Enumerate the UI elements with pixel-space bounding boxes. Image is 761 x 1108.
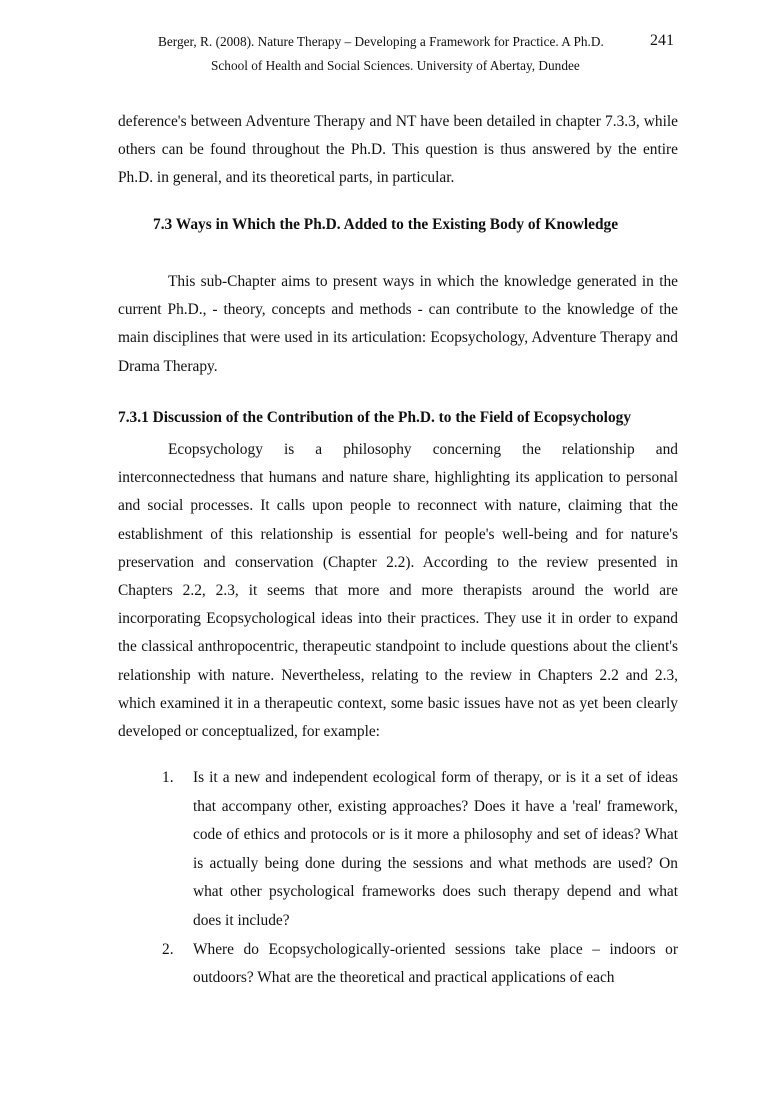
header-institution: School of Health and Social Sciences. University of Abertay, Dundee bbox=[211, 58, 580, 73]
list-item-number: 1. bbox=[162, 769, 174, 786]
list-item bbox=[162, 936, 678, 993]
questions-list bbox=[162, 764, 678, 993]
section-paragraph: This sub-Chapter aims to present ways in which the knowledge generated in the current Ph.D., - theory, concepts and methods - can contribute to the knowledge of the main disciplines that were used in its articulation: Ecopsychology, Adventure Therapy and Drama Therapy. bbox=[118, 273, 678, 375]
section-heading: 7.3 Ways in Which the Ph.D. Added to the Existing Body of Knowledge bbox=[153, 216, 619, 233]
list-item-number: 2. bbox=[162, 940, 174, 958]
ecopsychology-paragraph: Ecopsychology is a philosophy concerning the relationship and interconnectedness that humans and nature share, highlighting its application to personal and social processes. It calls upon people to reconnect with nature, claiming that the establishment of this relationship is essential for people's well-being and for nature's preservation and conservation (Chapter 2.2). According to the review presented in Chapters 2.2, 2.3, it seems that more and more therapists around the world are incorporating Ecopsychological ideas into their practices. They use it in order to expand the classical anthropocentric, therapeutic standpoint to include questions about the client's relationship with nature. Nevertheless, relating to the review in Chapters 2.2 and 2.3, which examined it in a therapeutic context, some basic issues have not as yet been clearly developed or conceptualized, for example: bbox=[118, 441, 678, 741]
subsection-heading: 7.3.1 Discussion of the Contribution of the Ph.D. to the Field of Ecopsychology bbox=[118, 409, 632, 426]
header-citation: Berger, R. (2008). Nature Therapy – Developing a Framework for Practice. A Ph.D. bbox=[158, 34, 604, 49]
page-number: 241 bbox=[650, 32, 674, 49]
list-item-text: Where do Ecopsychologically-oriented sessions take place – indoors or outdoors? What are the theoretical and practical applications of each bbox=[193, 940, 678, 987]
list-item-text: Is it a new and independent ecological form of therapy, or is it a set of ideas that accompany other, existing approaches? Does it have a 'real' framework, code of ethics and protocols or is it more a philosophy and set of ideas? What is actually being done during the sessions and what methods are used? On what other psychological frameworks does such therapy depend and what does it include? bbox=[193, 769, 678, 929]
list-item bbox=[162, 764, 678, 936]
intro-paragraph: deference's between Adventure Therapy and NT have been detailed in chapter 7.3.3, while others can be found throughout the Ph.D. This question is thus answered by the entire Ph.D. in general, and its theoretical parts, in particular. bbox=[118, 113, 678, 187]
